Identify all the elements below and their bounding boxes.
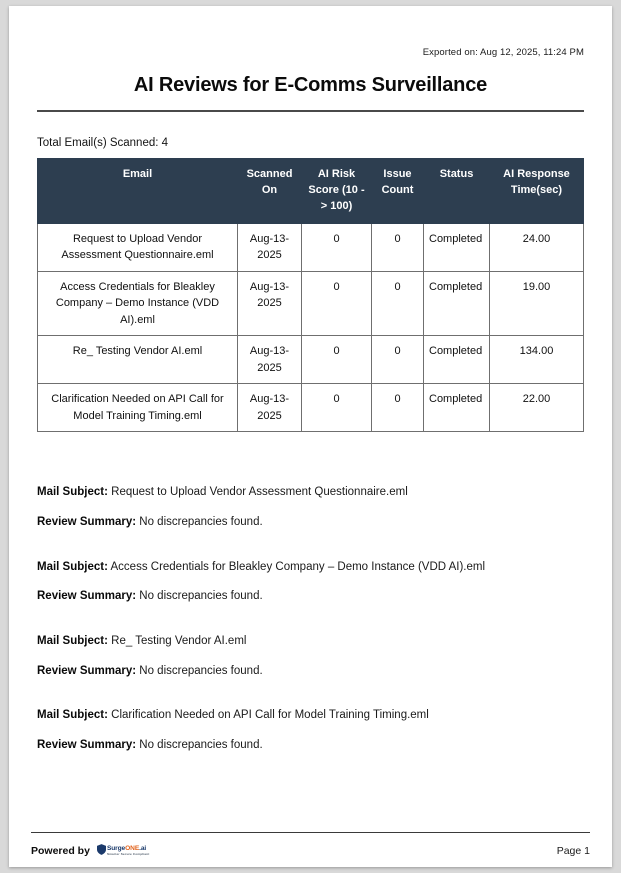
shield-icon bbox=[97, 844, 106, 858]
cell-scanned-on: Aug-13-2025 bbox=[238, 384, 302, 432]
cell-email: Re_ Testing Vendor AI.eml bbox=[38, 336, 238, 384]
cell-risk-score: 0 bbox=[302, 384, 372, 432]
review-summary-label: Review Summary: bbox=[37, 664, 137, 677]
total-scanned-label: Total Email(s) Scanned: 4 bbox=[37, 137, 169, 149]
cell-email: Access Credentials for Bleakley Company – Demo Instance (VDD AI).eml bbox=[38, 271, 238, 336]
column-header-status: Status bbox=[424, 159, 490, 224]
brand-segment-surge: Surge bbox=[106, 844, 126, 852]
cell-issue-count: 0 bbox=[372, 384, 424, 432]
review-details-section bbox=[37, 484, 584, 753]
column-header-response-time: AI Response Time(sec) bbox=[490, 159, 584, 224]
review-summary-value: No discrepancies found. bbox=[139, 739, 263, 752]
mail-subject-value: Request to Upload Vendor Assessment Questionnaire.eml bbox=[111, 486, 408, 499]
table-header bbox=[38, 159, 584, 224]
mail-subject-label: Mail Subject: bbox=[37, 709, 108, 722]
cell-email: Clarification Needed on API Call for Model Training Timing.eml bbox=[38, 384, 238, 432]
cell-risk-score: 0 bbox=[302, 336, 372, 384]
page-title: AI Reviews for E-Comms Surveillance bbox=[133, 74, 488, 96]
cell-response-time: 19.00 bbox=[490, 271, 584, 336]
document-page bbox=[9, 6, 612, 867]
powered-by-label: Powered by bbox=[31, 845, 90, 857]
column-header-risk-score: AI Risk Score (10 - > 100) bbox=[302, 159, 372, 224]
review-detail-item bbox=[37, 559, 584, 605]
review-summary-line bbox=[37, 514, 584, 531]
table-row bbox=[38, 223, 584, 271]
ai-reviews-table bbox=[37, 158, 584, 432]
table-row bbox=[38, 384, 584, 432]
review-detail-item bbox=[37, 484, 584, 530]
page-footer bbox=[9, 832, 612, 858]
table-body bbox=[38, 223, 584, 432]
mail-subject-label: Mail Subject: bbox=[37, 635, 108, 647]
cell-status: Completed bbox=[424, 384, 490, 432]
review-detail-item bbox=[37, 633, 584, 679]
mail-subject-value: Access Credentials for Bleakley Company – Demo Instance (VDD AI).eml bbox=[110, 560, 486, 573]
export-timestamp: Exported on: Aug 12, 2025, 11:24 PM bbox=[422, 47, 584, 58]
cell-response-time: 22.00 bbox=[490, 384, 584, 432]
table-row bbox=[38, 336, 584, 384]
cell-status: Completed bbox=[424, 271, 490, 336]
mail-subject-label: Mail Subject: bbox=[37, 486, 108, 499]
cell-risk-score: 0 bbox=[302, 271, 372, 336]
review-summary-label: Review Summary: bbox=[37, 515, 137, 528]
review-summary-label: Review Summary: bbox=[37, 739, 137, 752]
cell-status: Completed bbox=[424, 336, 490, 384]
cell-issue-count: 0 bbox=[372, 271, 424, 336]
review-summary-value: No discrepancies found. bbox=[139, 590, 263, 603]
cell-status: Completed bbox=[424, 223, 490, 271]
column-header-scanned-on: Scanned On bbox=[238, 159, 302, 224]
table-header-row bbox=[38, 159, 584, 224]
powered-by-block bbox=[31, 844, 149, 858]
cell-scanned-on: Aug-13-2025 bbox=[238, 223, 302, 271]
review-summary-line bbox=[37, 737, 584, 754]
cell-issue-count: 0 bbox=[372, 336, 424, 384]
footer-row bbox=[31, 844, 590, 858]
cell-response-time: 134.00 bbox=[490, 336, 584, 384]
column-header-issue-count: Issue Count bbox=[372, 159, 424, 224]
mail-subject-line bbox=[37, 633, 584, 650]
page-number: Page 1 bbox=[556, 845, 590, 857]
brand-segment-one: ONE bbox=[125, 844, 140, 852]
surgeone-logo bbox=[97, 844, 149, 858]
cell-risk-score: 0 bbox=[302, 223, 372, 271]
mail-subject-value: Clarification Needed on API Call for Model Training Timing.eml bbox=[111, 709, 429, 722]
table-row bbox=[38, 271, 584, 336]
review-summary-value: No discrepancies found. bbox=[139, 515, 263, 528]
review-summary-label: Review Summary: bbox=[37, 590, 137, 603]
cell-email: Request to Upload Vendor Assessment Questionnaire.eml bbox=[38, 223, 238, 271]
mail-subject-line bbox=[37, 559, 584, 576]
document-body bbox=[9, 6, 612, 867]
cell-scanned-on: Aug-13-2025 bbox=[238, 336, 302, 384]
footer-divider bbox=[31, 832, 590, 833]
review-summary-line bbox=[37, 663, 584, 680]
mail-subject-line bbox=[37, 707, 584, 724]
column-header-email: Email bbox=[38, 159, 238, 224]
review-summary-value: No discrepancies found. bbox=[139, 664, 263, 677]
brand-segment-ai: .ai bbox=[139, 844, 147, 852]
mail-subject-line bbox=[37, 484, 584, 501]
mail-subject-label: Mail Subject: bbox=[37, 560, 108, 573]
title-divider bbox=[37, 110, 584, 112]
mail-subject-value: Re_ Testing Vendor AI.eml bbox=[111, 635, 247, 647]
review-detail-item bbox=[37, 707, 584, 753]
cell-response-time: 24.00 bbox=[490, 223, 584, 271]
cell-scanned-on: Aug-13-2025 bbox=[238, 271, 302, 336]
brand-tagline: Smarter Secure Compliant bbox=[106, 852, 150, 857]
brand-text bbox=[107, 846, 149, 857]
cell-issue-count: 0 bbox=[372, 223, 424, 271]
review-summary-line bbox=[37, 588, 584, 605]
